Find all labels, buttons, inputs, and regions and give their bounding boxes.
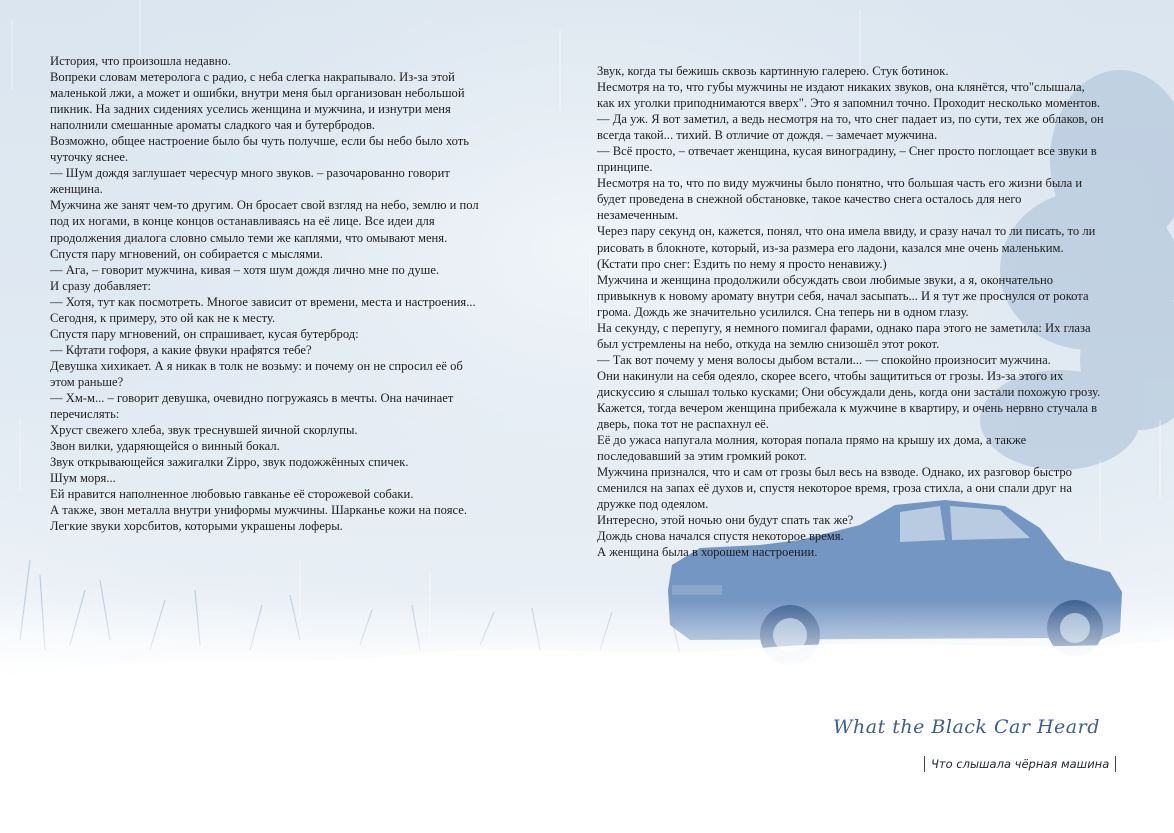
text-line: Мужчина же занят чем-то другим. Он бросает свой взгляд на небо, землю и пол bbox=[50, 198, 479, 213]
text-line: И сразу добавляет: bbox=[50, 278, 152, 293]
text-line: Спустя пару мгновений, он спрашивает, кусая бутерброд: bbox=[50, 326, 359, 341]
text-line: Легкие звуки хорсбитов, которыми украшены лоферы. bbox=[50, 519, 343, 534]
text-line: как их уголки приподнимаются вверх". Это я запомнил точно. Проходит несколько моментов. bbox=[597, 96, 1101, 111]
text-line: наполнили смешанные ароматы сладкого чая и бутербродов. bbox=[50, 118, 376, 133]
text-line: будет проведена в снежной обстановке, такое качество снега осталось для него bbox=[597, 192, 1022, 207]
text-line: На секунду, с перепугу, я немного помигал фарами, однако пара этого не заметила: Их глаза bbox=[597, 320, 1091, 335]
text-line: всегда такой... тихий. В отличие от дождя. – замечает мужчина. bbox=[597, 128, 938, 143]
text-line: чуточку яснее. bbox=[50, 150, 129, 165]
text-line: маленькой лжи, а может и ошибки, внутри меня был организован небольшой bbox=[50, 86, 465, 101]
text-line: Они накинули на себя одеяло, скорее всего, чтобы защититься от грозы. Из-за этого их bbox=[597, 368, 1064, 383]
text-line: Интересно, этой ночью они будут спать так же? bbox=[597, 513, 854, 528]
text-line: — Хотя, тут как посмотреть. Многое зависит от времени, места и настроения... bbox=[50, 294, 476, 309]
text-line: Хруст свежего хлеба, звук треснувшей яичной скорлупы. bbox=[50, 423, 358, 438]
text-line: — Ага, – говорит мужчина, кивая – хотя шум дождя лично мне по душе. bbox=[50, 262, 440, 277]
text-line: сменился на запах её духов и, спустя некоторое время, гроза стихла, а они спали друг на bbox=[597, 481, 1072, 496]
text-line: Её до ужаса напугала молния, которая попала прямо на крышу их дома, а также bbox=[597, 433, 1027, 448]
text-line: перечислять: bbox=[50, 407, 120, 422]
text-line: — Кфтати гофоря, а какие фвуки нрафятся тебе? bbox=[50, 342, 312, 357]
text-line: привыкнув к новому аромату внутри себя, начал засыпать... И я тут же проснулся от рокота bbox=[597, 288, 1089, 303]
text-line: Через пару секунд он, кажется, понял, что она имела ввиду, и сразу начал то ли писать, то ли bbox=[597, 224, 1096, 239]
text-line: под их ногами, в конце концов останавливаясь на её лице. Все идеи для bbox=[50, 214, 435, 229]
text-line: Ей нравится наполненное любовью гавканье её сторожевой собаки. bbox=[50, 487, 414, 502]
text-line: Кажется, тогда вечером женщина прибежала к мужчине в квартиру, и очень нервно стучала в bbox=[597, 400, 1098, 415]
text-line: Звон вилки, ударяющейся о винный бокал. bbox=[50, 439, 280, 454]
text-line: женщина. bbox=[50, 182, 103, 197]
text-line: (Кстати про снег: Ездить по нему я просто ненавижу.) bbox=[597, 256, 887, 271]
text-line: — Хм-м... – говорит девушка, очевидно погружаясь в мечты. Она начинает bbox=[50, 390, 454, 405]
text-line: — Да уж. Я вот заметил, а ведь несмотря на то, что снег падает из, по сути, тех же облаков, он bbox=[597, 112, 1104, 127]
text-line: Возможно, общее настроение было бы чуть получше, если бы небо было хоть bbox=[50, 134, 470, 149]
text-line: Девушка хихикает. А я никак в толк не возьму: и почему он не спросил её об bbox=[50, 358, 463, 373]
right-text-column bbox=[597, 63, 1167, 560]
text-line: незамеченным. bbox=[597, 208, 679, 223]
text-line: Звук, когда ты бежишь сквозь картинную галерею. Стук ботинок. bbox=[597, 64, 949, 78]
text-line: Несмотря на то, что по виду мужчины было понятно, что большая часть его жизни была и bbox=[597, 176, 1083, 191]
text-line: дружке под одеялом. bbox=[597, 497, 709, 512]
text-line: принципе. bbox=[597, 160, 653, 175]
text-line: был устремлены на небо, откуда на землю снизошёл этот рокот. bbox=[597, 336, 940, 351]
text-line: Шум моря... bbox=[50, 471, 116, 486]
text-line: дискуссию я слышал только кусками; Они обсуждали день, когда они застали похожую грозу. bbox=[597, 384, 1101, 399]
text-line: грома. Дождь же значительно усилился. Сна теперь ни в одном глазу. bbox=[597, 304, 969, 319]
text-line: Спустя пару мгновений, он собирается с мыслями. bbox=[50, 246, 323, 261]
text-line: — Шум дождя заглушает чересчур много звуков. – разочарованно говорит bbox=[50, 166, 450, 181]
russian-title: Что слышала чёрная машина bbox=[924, 756, 1116, 772]
text-line: — Всё просто, – отвечает женщина, кусая виноградину, – Снег просто поглощает все звуки в bbox=[597, 144, 1097, 159]
text-line: Звук открывающейся зажигалки Zippo, звук подожжённых спичек. bbox=[50, 455, 409, 470]
text-line: последовавший за этим громкий рокот. bbox=[597, 449, 807, 464]
text-line: этом раньше? bbox=[50, 374, 124, 389]
text-line: А женщина была в хорошем настроении. bbox=[597, 545, 818, 560]
text-line: Мужчина и женщина продолжили обсуждать свои любимые звуки, а я, окончательно bbox=[597, 272, 1054, 287]
text-line: История, что произошла недавно. bbox=[50, 54, 231, 68]
text-line: — Так вот почему у меня волосы дыбом встали... — спокойно произносит мужчина. bbox=[597, 352, 1051, 367]
text-line: Вопреки словам метеролога с радио, с неба слегка накрапывало. Из-за этой bbox=[50, 70, 455, 85]
text-line: Несмотря на то, что губы мужчины не издают никаких звуков, она клянётся, что"слышала, bbox=[597, 80, 1085, 95]
text-line: А также, звон металла внутри униформы мужчины. Шарканье кожи на поясе. bbox=[50, 503, 468, 518]
text-line: Дождь снова начался спустя некоторое время. bbox=[597, 529, 844, 544]
text-line: Мужчина признался, что и сам от грозы был весь на взводе. Однако, их разговор быстро bbox=[597, 465, 1072, 480]
english-title: What the Black Car Heard bbox=[833, 716, 1100, 738]
left-text-column bbox=[50, 53, 530, 534]
text-line: рисовать в блокноте, который, из-за размера его ладони, казался мне очень маленьким. bbox=[597, 240, 1064, 255]
text-line: дверь, пока тот не распахнул её. bbox=[597, 417, 769, 432]
text-line: пикник. На задних сидениях уселись женщина и мужчина, и изнутри меня bbox=[50, 102, 451, 117]
text-line: Сегодня, к примеру, это ой как не к месту. bbox=[50, 310, 276, 325]
text-line: продолжения диалога словно смыло теми же каплями, что омывают меня. bbox=[50, 230, 448, 245]
